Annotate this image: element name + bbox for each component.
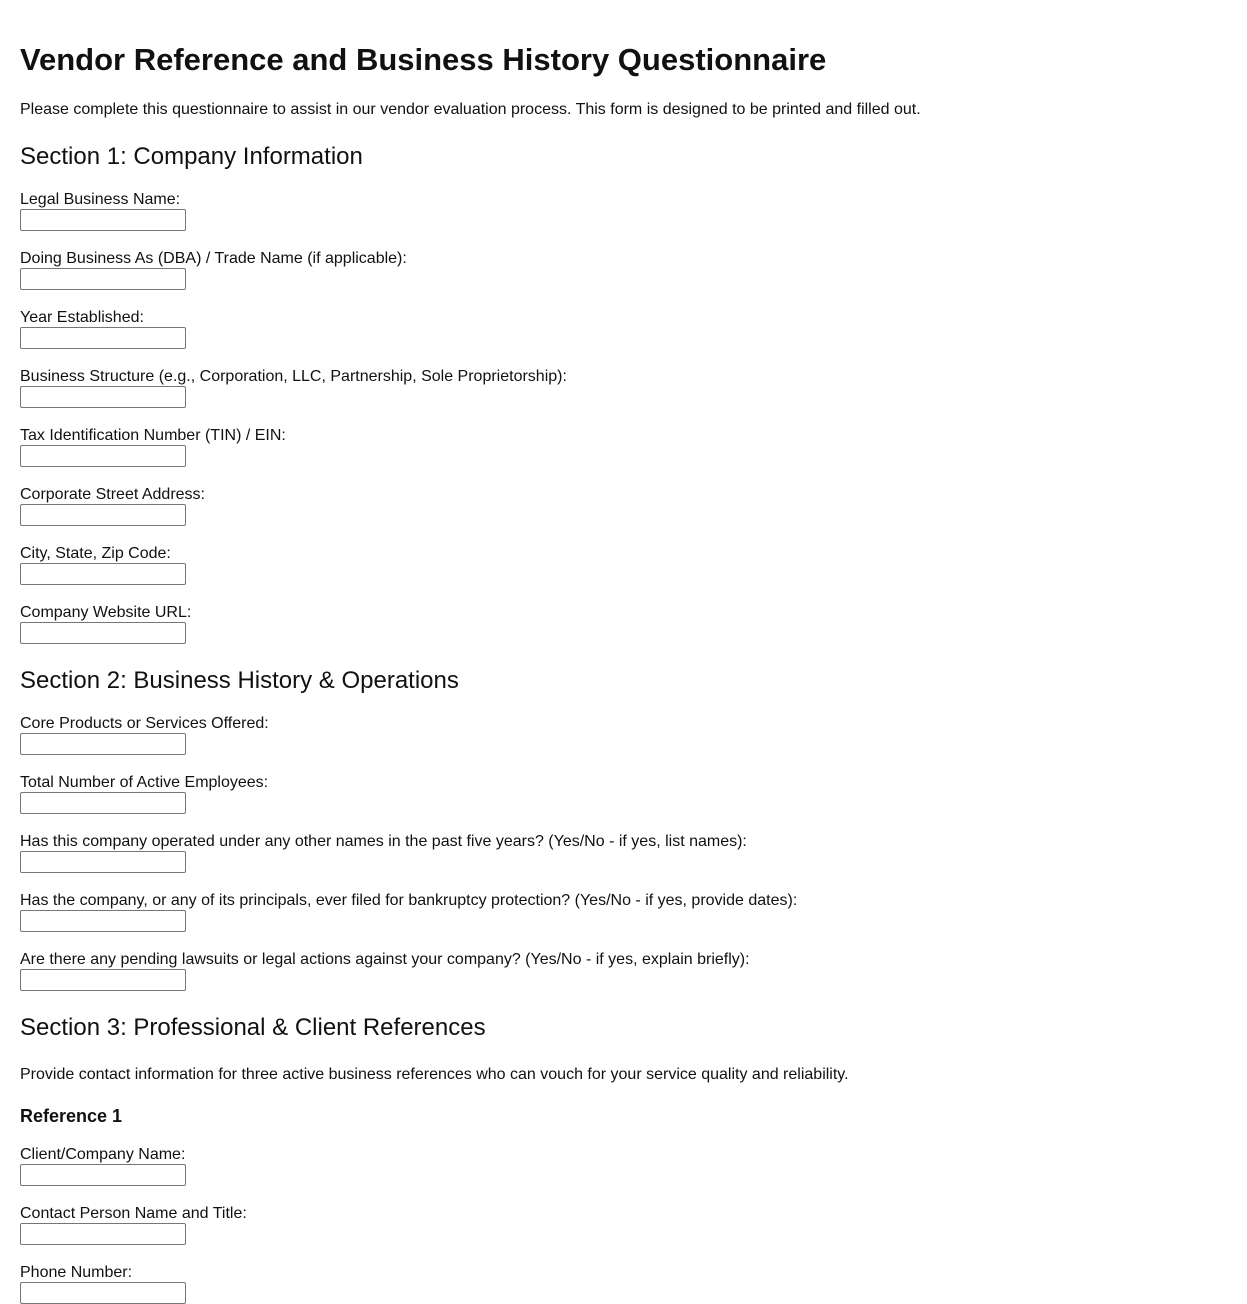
field-label: Has this company operated under any other names in the past five years? (Yes/No - if yes, list names): [20, 833, 747, 850]
website-url-input[interactable] [20, 622, 186, 644]
field-business-structure [20, 367, 1227, 408]
field-city-state-zip [20, 544, 1227, 585]
field-label: Year Established: [20, 309, 144, 326]
field-lawsuits [20, 950, 1227, 991]
field-label: Core Products or Services Offered: [20, 715, 269, 732]
page-title: Vendor Reference and Business History Questionnaire [20, 42, 827, 77]
field-label: Business Structure (e.g., Corporation, LLC, Partnership, Sole Proprietorship): [20, 368, 567, 385]
field-legal-business-name [20, 190, 1227, 231]
field-label: Has the company, or any of its principals, ever filed for bankruptcy protection? (Yes/No - if yes, provide dates): [20, 892, 798, 909]
bankruptcy-input[interactable] [20, 910, 186, 932]
field-tax-id [20, 426, 1227, 467]
field-label: Phone Number: [20, 1264, 133, 1281]
city-state-zip-input[interactable] [20, 563, 186, 585]
field-year-established [20, 308, 1227, 349]
field-label: Are there any pending lawsuits or legal actions against your company? (Yes/No - if yes, explain briefly): [20, 951, 750, 968]
lawsuits-input[interactable] [20, 969, 186, 991]
field-employee-count [20, 773, 1227, 814]
field-website-url [20, 603, 1227, 644]
street-address-input[interactable] [20, 504, 186, 526]
field-dba-trade-name [20, 249, 1227, 290]
section-1-heading: Section 1: Company Information [20, 143, 363, 170]
field-label: City, State, Zip Code: [20, 545, 171, 562]
field-label: Corporate Street Address: [20, 486, 205, 503]
field-label: Legal Business Name: [20, 191, 181, 208]
field-label: Doing Business As (DBA) / Trade Name (if applicable): [20, 250, 407, 267]
section-2-heading: Section 2: Business History & Operations [20, 667, 459, 694]
field-ref1-phone [20, 1263, 1227, 1304]
field-label: Company Website URL: [20, 604, 192, 621]
section-3-heading: Section 3: Professional & Client References [20, 1014, 486, 1041]
field-label: Client/Company Name: [20, 1146, 186, 1163]
field-label: Total Number of Active Employees: [20, 774, 269, 791]
core-products-input[interactable] [20, 733, 186, 755]
ref1-phone-input[interactable] [20, 1282, 186, 1304]
field-other-names [20, 832, 1227, 873]
field-street-address [20, 485, 1227, 526]
tax-id-input[interactable] [20, 445, 186, 467]
ref1-contact-person-input[interactable] [20, 1223, 186, 1245]
reference-1-heading: Reference 1 [20, 1106, 123, 1126]
section-3-note: Provide contact information for three active business references who can vouch for your service quality and reliability. [20, 1066, 849, 1083]
field-ref1-contact-person [20, 1204, 1227, 1245]
field-label: Contact Person Name and Title: [20, 1205, 247, 1222]
employee-count-input[interactable] [20, 792, 186, 814]
field-ref1-company-name [20, 1145, 1227, 1186]
ref1-company-name-input[interactable] [20, 1164, 186, 1186]
field-label: Tax Identification Number (TIN) / EIN: [20, 427, 286, 444]
dba-trade-name-input[interactable] [20, 268, 186, 290]
other-names-input[interactable] [20, 851, 186, 873]
field-core-products [20, 714, 1227, 755]
year-established-input[interactable] [20, 327, 186, 349]
business-structure-input[interactable] [20, 386, 186, 408]
intro-text: Please complete this questionnaire to assist in our vendor evaluation process. This form is designed to be printed and filled out. [20, 101, 921, 118]
legal-business-name-input[interactable] [20, 209, 186, 231]
field-bankruptcy [20, 891, 1227, 932]
